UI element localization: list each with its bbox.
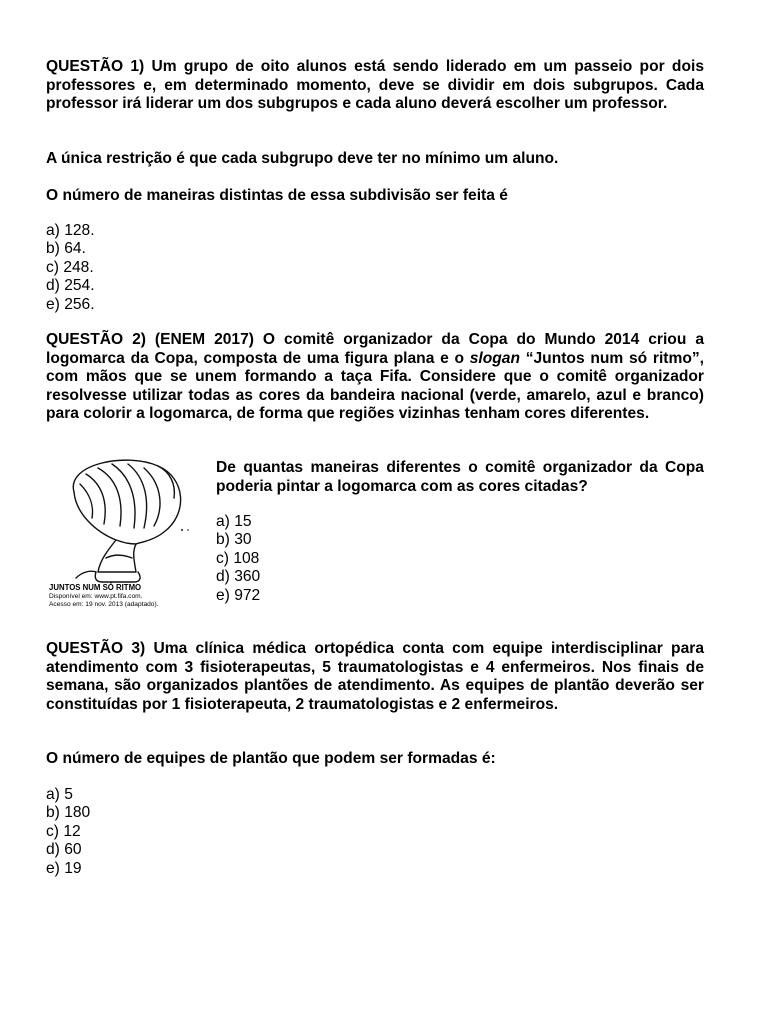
logo-caption-source: Disponível em: www.pt.fifa.com. — [49, 593, 143, 600]
option-e: e) 256. — [46, 295, 95, 313]
question-2-text-start: QUESTÃO 2) (ENEM 2017) O comitê organizador da Copa do Mundo 2014 criou a logomarca da Copa, composta de uma figura plana e o — [46, 331, 704, 367]
logo-caption-access: Acesso em: 19 nov. 2013 (adaptado). — [49, 601, 159, 608]
option-a: a) 128. — [46, 222, 95, 239]
question-1-options — [46, 222, 95, 314]
question-2 — [46, 331, 704, 424]
option-c: c) 12 — [46, 822, 81, 840]
slogan-word: slogan — [469, 349, 520, 367]
option-e: e) 972 — [216, 586, 261, 604]
option-b: b) 64. — [46, 240, 86, 258]
question-2-options — [216, 513, 260, 605]
option-c: c) 108 — [216, 549, 260, 567]
trophy-hands-logo-icon — [46, 454, 211, 609]
question-1-restriction: A única restrição é que cada subgrupo deve ter no mínimo um aluno. — [46, 150, 559, 167]
question-3 — [46, 640, 704, 714]
option-a: a) 15 — [216, 513, 252, 530]
option-d: d) 254. — [46, 277, 95, 295]
option-a: a) 5 — [46, 786, 73, 803]
question-2-statement — [46, 331, 704, 424]
question-3-prompt: O número de equipes de plantão que podem ser formadas é: — [46, 750, 496, 767]
question-1 — [46, 58, 704, 114]
option-d: d) 360 — [216, 568, 261, 586]
option-b: b) 180 — [46, 804, 91, 822]
option-d: d) 60 — [46, 841, 82, 859]
question-1-prompt: O número de maneiras distintas de essa subdivisão ser feita é — [46, 187, 508, 204]
option-c: c) 248. — [46, 258, 94, 276]
question-3-statement: QUESTÃO 3) Uma clínica médica ortopédica conta com equipe interdisciplinar para atendimento com 3 fisioterapeutas, 5 traumatologistas e 4 enfermeiros. Nos finais de semana, são organizados plantões de atendimento. As equipes de plantão deverão ser constituídas por 1 fisioterapeuta, 2 traumatologistas e 2 enfermeiros. — [46, 640, 704, 713]
option-e: e) 19 — [46, 859, 82, 877]
world-cup-logo-figure — [46, 454, 211, 609]
option-b: b) 30 — [216, 531, 252, 549]
question-1-statement: QUESTÃO 1) Um grupo de oito alunos está sendo liderado em um passeio por dois professores e, em determinado momento, deve se dividir em dois subgrupos. Cada professor irá liderar um dos subgrupos e cada aluno deverá escolher um professor. — [46, 58, 704, 112]
logo-caption-title: JUNTOS NUM SÓ RITMO — [49, 583, 142, 592]
question-2-text-end: “Juntos num só ritmo”, com mãos que se unem formando a taça Fifa. Considere que o comitê organizador resolvesse utilizar todas as cores da bandeira nacional (verde, amarelo, azul e branco) para colorir a logomarca, de forma que regiões vizinhas tenham cores diferentes. — [46, 349, 704, 422]
question-2-prompt: De quantas maneiras diferentes o comitê organizador da Copa poderia pintar a logomarca com as cores citadas? — [216, 459, 704, 495]
question-3-options — [46, 786, 90, 878]
